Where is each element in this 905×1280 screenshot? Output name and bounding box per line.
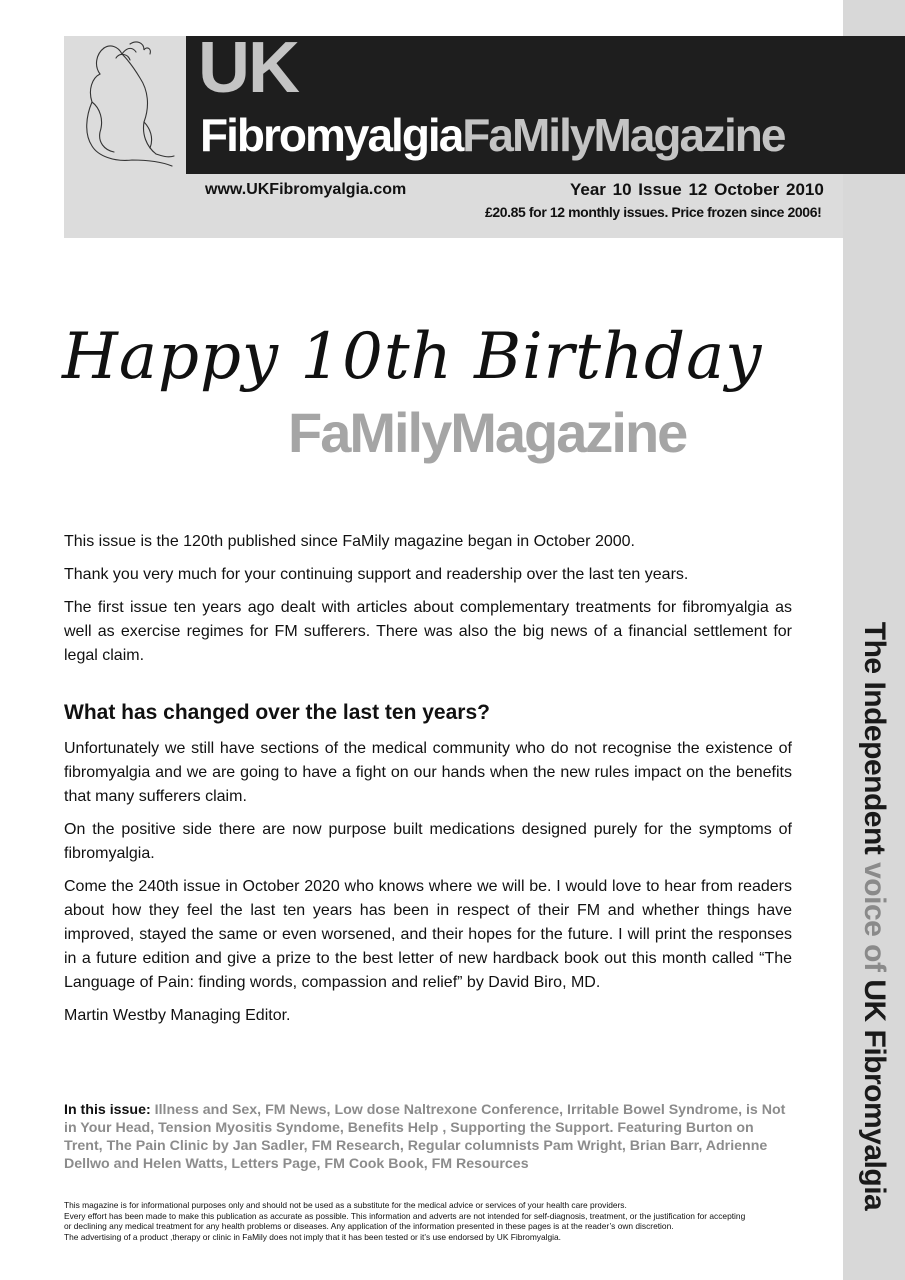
masthead-title-fibromyalgia: Fibromyalgia — [200, 109, 463, 161]
in-this-issue — [64, 1101, 794, 1173]
disclaimer-line: Every effort has been made to make this publication as accurate as possible. This information and adverts are not intended for self-diagnosis, treatment, or the justification for accepting — [64, 1210, 746, 1221]
signoff: Martin Westby Managing Editor. — [64, 1007, 291, 1024]
masthead-title-family: FaMilyMagazine — [462, 109, 785, 161]
seated-figure-logo-icon — [70, 38, 184, 174]
disclaimer-line: This magazine is for informational purposes only and should not be used as a substitute for the medical advice or services of your health care providers. — [64, 1200, 627, 1210]
section-heading: What has changed over the last ten years? — [64, 701, 490, 724]
sidebar-tagline — [857, 622, 891, 1210]
masthead-title — [200, 109, 785, 161]
disclaimer — [64, 1200, 794, 1242]
website-url: www.UKFibromyalgia.com — [205, 181, 407, 198]
tagline-part1: The Independent — [858, 621, 891, 855]
headline-subtitle: FaMilyMagazine — [288, 401, 687, 464]
article-paragraph: The first issue ten years ago dealt with articles about complementary treatments for fibromyalgia as well as exercise regimes for FM sufferers. There was also the big news of a financial settlement for legal claim. — [64, 599, 792, 664]
article-paragraph: Thank you very much for your continuing support and readership over the last ten years. — [64, 566, 689, 583]
masthead-uk: UK — [198, 28, 298, 108]
tagline-part3: UK Fibromyalgia — [858, 979, 891, 1211]
article-paragraph: On the positive side there are now purpose built medications designed purely for the symptoms of fibromyalgia. — [64, 821, 792, 862]
tagline-part2: voice of — [858, 862, 891, 972]
birthday-headline: Happy 10th Birthday — [62, 320, 763, 394]
disclaimer-line: The advertising of a product ,therapy or clinic in FaMily does not imply that it has been tested or it’s use endorsed by UK Fibromyalgia. — [64, 1231, 562, 1242]
in-this-issue-items: Illness and Sex, FM News, Low dose Naltrexone Conference, Irritable Bowel Syndrome, is Not in Your Head, Tension Myositis Syndome, Benefits Help , Supporting the Support. Featuring Burton on Trent, The Pain Clinic by Jan Sadler, FM Research, Regular columnists Pam Wright, Brian Barr, Adrienne Dellwo and Helen Watts, Letters Page, FM Cook Book, FM Resources — [64, 1102, 786, 1172]
disclaimer-line: or declining any medical treatment for any health problems or diseases. Any application of the information presented in these pages is at the reader’s own discretion. — [64, 1221, 674, 1232]
article-paragraph: This issue is the 120th published since FaMily magazine began in October 2000. — [64, 533, 635, 550]
price-info: £20.85 for 12 monthly issues. Price frozen since 2006! — [485, 204, 822, 220]
in-this-issue-label: In this issue: — [64, 1102, 151, 1118]
issue-info: Year 10 Issue 12 October 2010 — [570, 180, 824, 199]
article-body — [64, 530, 792, 1037]
article-paragraph: Unfortunately we still have sections of the medical community who do not recognise the existence of fibromyalgia and we are going to have a fight on our hands when the new rules impact on the benefits that many sufferers claim. — [64, 740, 792, 805]
article-paragraph: Come the 240th issue in October 2020 who knows where we will be. I would love to hear from readers about how they feel the last ten years has been in respect of their FM and whether things have improved, stayed the same or even worsened, and their hopes for the future. I will print the responses in a future edition and give a prize to the best letter of new hardback book out this month called “The Language of Pain: finding words, compassion and relief” by David Biro, MD. — [64, 878, 792, 991]
